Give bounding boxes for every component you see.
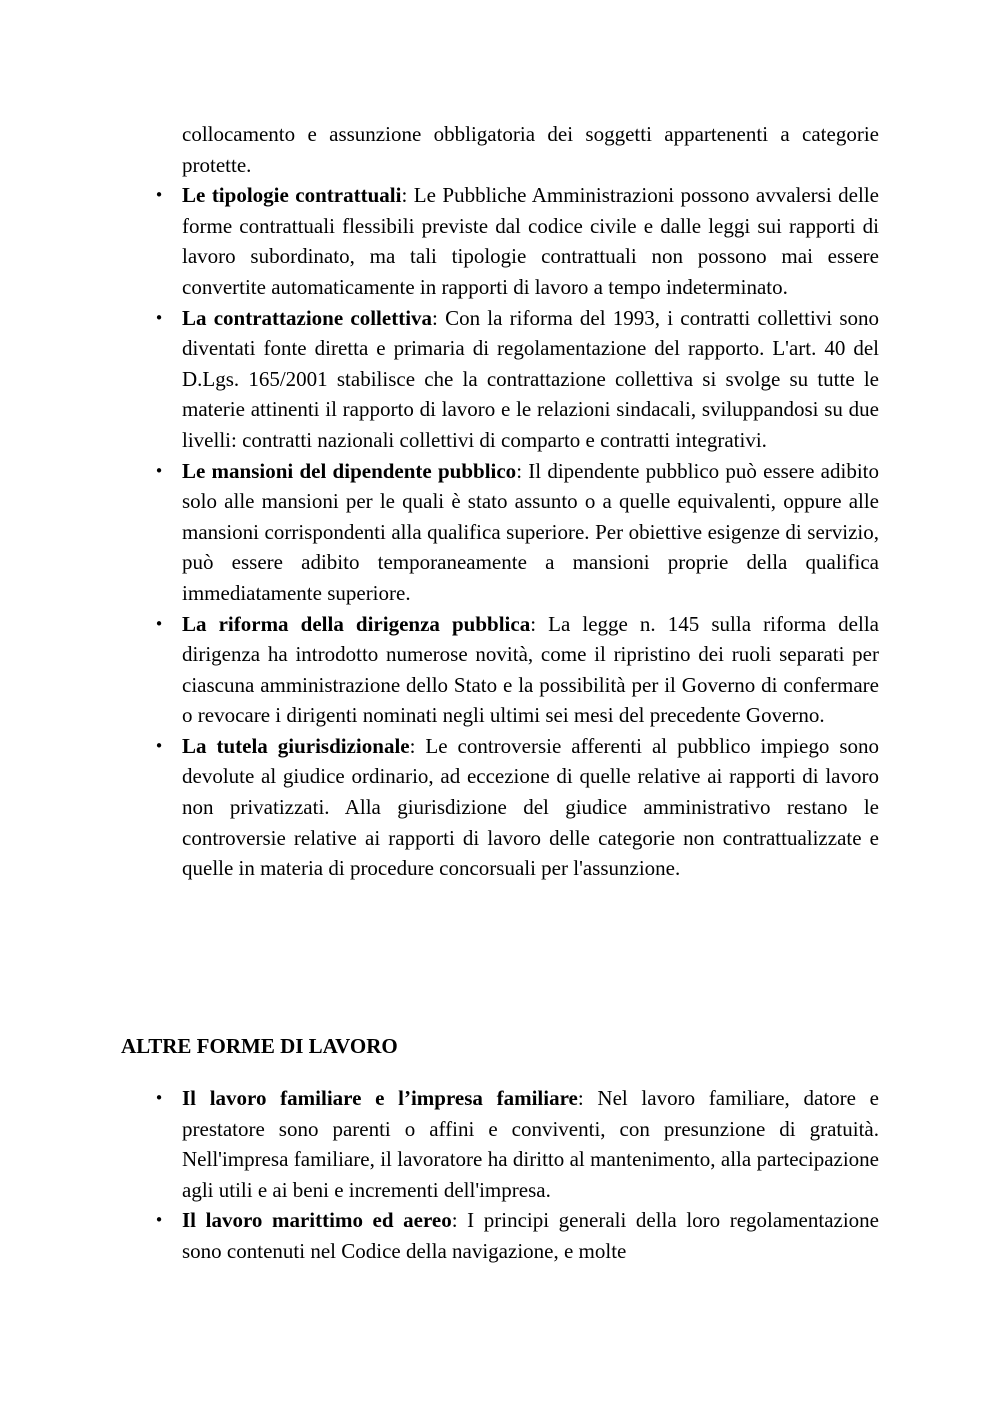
list-item-contrattazione-collettiva	[154, 303, 879, 456]
item-term: La riforma della dirigenza pubblica	[182, 611, 531, 636]
list-item-lavoro-familiare	[154, 1083, 879, 1205]
list-item-riforma-dirigenza	[154, 609, 879, 731]
item-term: Il lavoro familiare e l’impresa familiare	[182, 1086, 578, 1110]
bullet-icon: •	[154, 1089, 164, 1107]
list-item-tipologie-contrattuali	[154, 180, 879, 302]
bullet-icon: •	[154, 461, 164, 480]
bullet-icon: •	[154, 186, 164, 205]
item-text: : Nel lavoro familiare, datore e prestatore sono parenti o affini e conviventi, con presunzione di gratuità. Nell'impresa familiare, il lavoratore ha diritto al mantenimento, alla partecipazione agli utili e ai beni e incrementi dell'impresa.	[182, 1086, 879, 1202]
list-item-lavoro-marittimo	[154, 1205, 879, 1266]
bullet-list-other-work	[154, 1083, 879, 1267]
item-text: : I principi generali della loro regolamentazione sono contenuti nel Codice della navigazione, e molte	[182, 1208, 879, 1263]
item-text: : Le controversie afferenti al pubblico impiego sono devolute al giudice ordinario, ad eccezione di quelle relative ai rapporti di lavoro non privatizzati. Alla giurisdizione del giudice amministrativo restano le controversie relative ai rapporti di lavoro delle categorie non contrattualizzate e quelle in materia di procedure concorsuali per l'assunzione.	[182, 733, 879, 881]
item-text: : Le Pubbliche Amministrazioni possono avvalersi delle forme contrattuali flessibili previste dal codice civile e dalle leggi sui rapporti di lavoro subordinato, ma tali tipologie contrattuali non possono mai essere convertite automaticamente in rapporti di lavoro a tempo indeterminato.	[182, 183, 879, 299]
item-term: La tutela giurisdizionale	[182, 733, 410, 758]
list-item-continuation: collocamento e assunzione obbligatoria dei soggetti appartenenti a categorie protette.	[182, 122, 879, 177]
item-term: La contrattazione collettiva	[182, 305, 433, 330]
bullet-list-public-employment	[154, 119, 879, 884]
list-item-mansioni-dipendente	[154, 456, 879, 609]
bullet-icon: •	[154, 736, 164, 755]
item-term: Le tipologie contrattuali	[182, 183, 402, 208]
section-heading: ALTRE FORME DI LAVORO	[121, 1034, 398, 1058]
item-text: : Con la riforma del 1993, i contratti collettivi sono diventati fonte diretta e primaria di regolamentazione del rapporto. L'art. 40 del D.Lgs. 165/2001 stabilisce che la contrattazione collettiva si svolge su tutte le materie attinenti il rapporto di lavoro e le relazioni sindacali, sviluppandosi su due livelli: contratti nazionali collettivi di comparto e contratti integrativi.	[182, 305, 879, 452]
list-item-tutela-giurisdizionale	[154, 731, 879, 884]
bullet-icon: •	[154, 308, 164, 327]
bullet-icon: •	[154, 614, 164, 633]
item-term: Il lavoro marittimo ed aereo	[182, 1208, 452, 1233]
bullet-icon: •	[154, 1211, 164, 1230]
item-term: Le mansioni del dipendente pubblico	[182, 458, 517, 483]
item-text: : Il dipendente pubblico può essere adibito solo alle mansioni per le quali è stato assunto o a quelle equivalenti, oppure alle mansioni corrispondenti alla qualifica superiore. Per obiettive esigenze di servizio, può essere adibito temporaneamente a mansioni proprie della qualifica immediatamente superiore.	[182, 458, 879, 605]
item-text: : La legge n. 145 sulla riforma della dirigenza ha introdotto numerose novità, come il ripristino dei ruoli separati per ciascuna amministrazione dello Stato e la possibilità per il Governo di confermare o revocare i dirigenti nominati negli ultimi sei mesi del precedente Governo.	[182, 611, 879, 728]
